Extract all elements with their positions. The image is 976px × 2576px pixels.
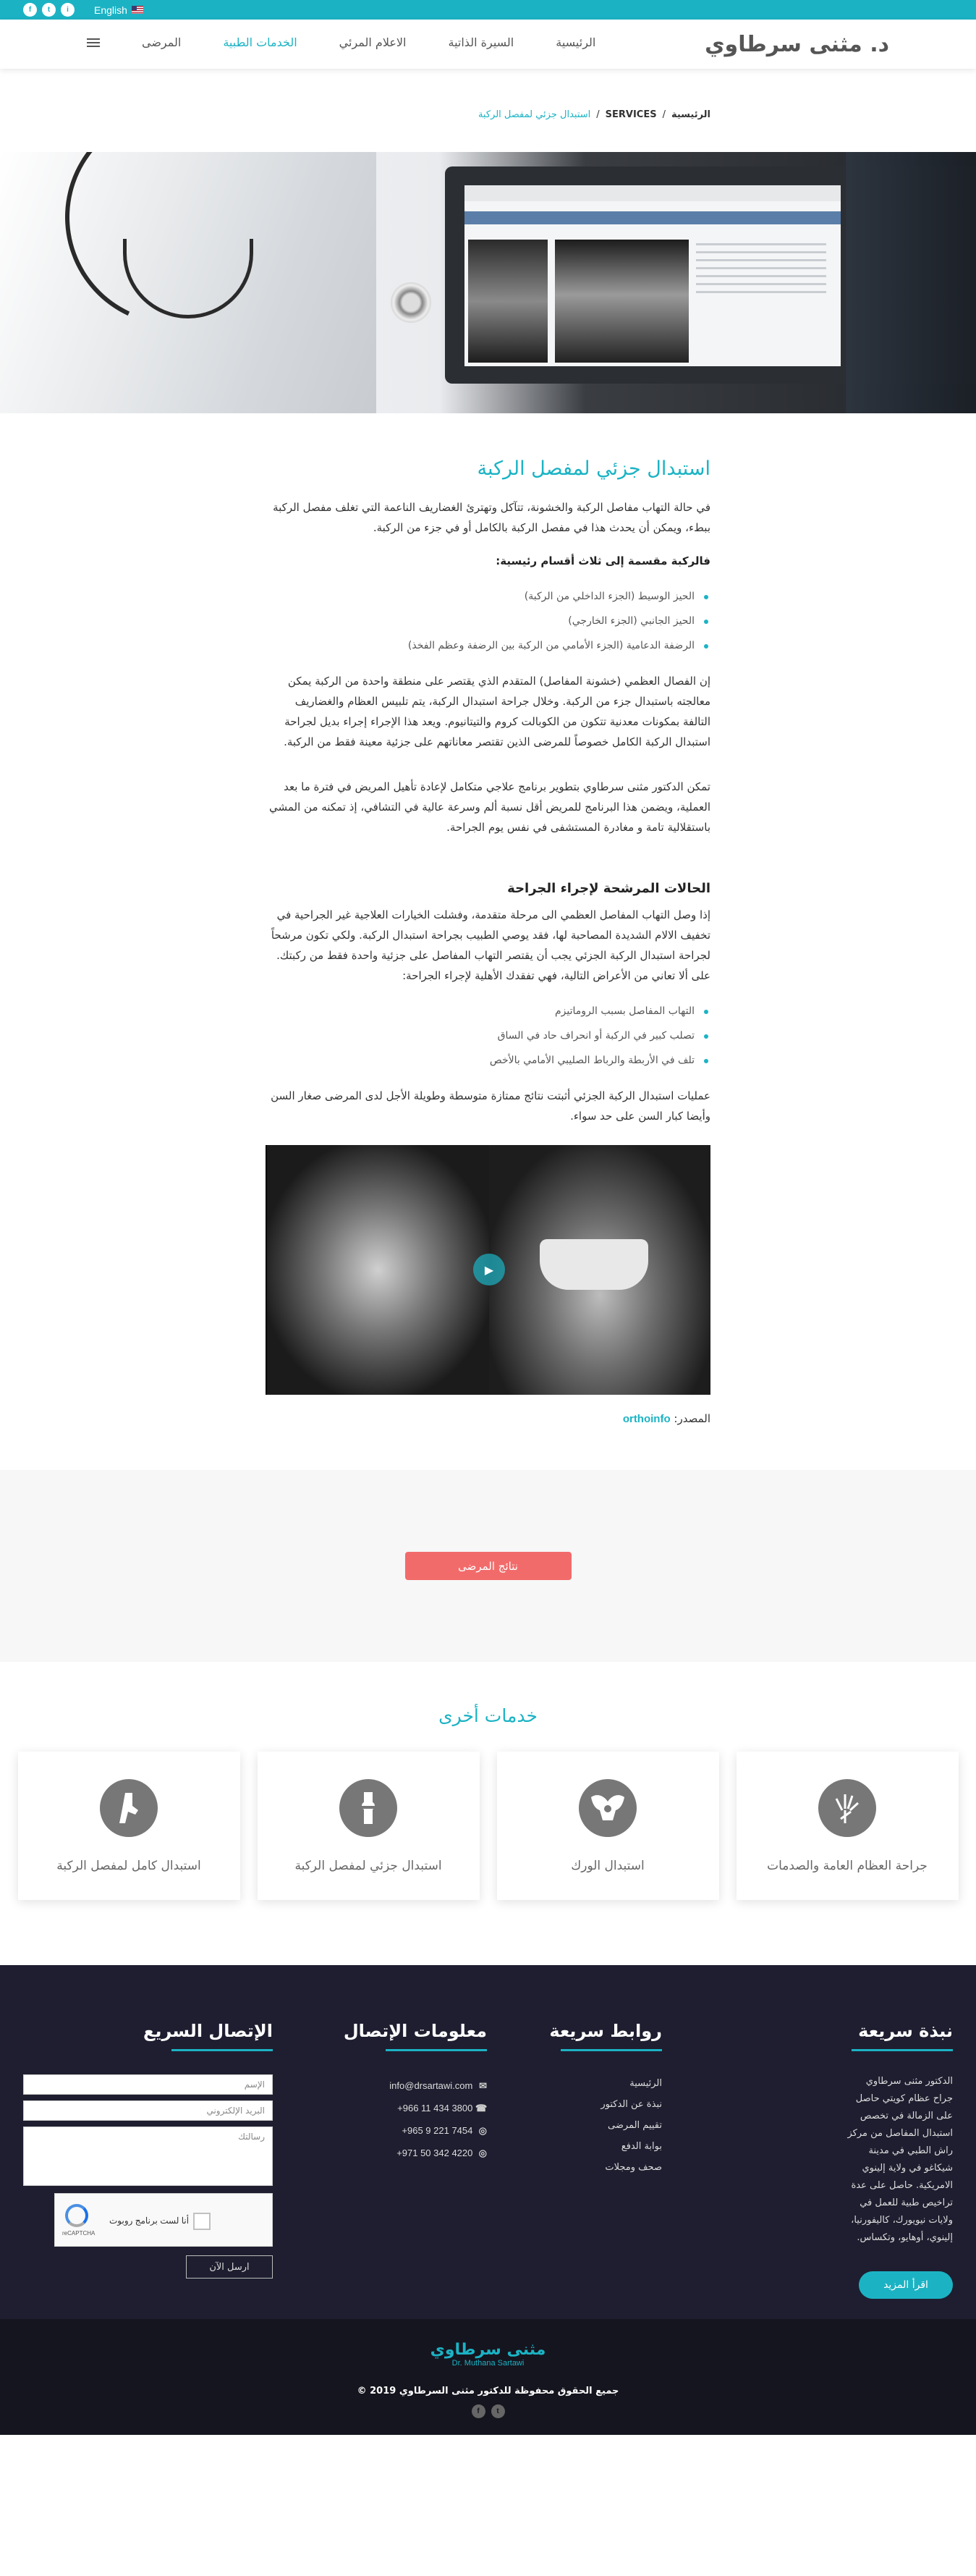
- knee-joint-icon: [339, 1779, 397, 1837]
- message-input[interactable]: رسالتك: [23, 2127, 273, 2186]
- footer-link[interactable]: الرئيسية: [629, 2078, 662, 2089]
- phone-icon: ☎: [475, 2103, 488, 2113]
- card-title: استبدال كامل لمفصل الركبة: [56, 1858, 201, 1873]
- contact-whatsapp[interactable]: +965 9 221 7454 ◎: [344, 2119, 487, 2142]
- brand-logo[interactable]: د. مثنى سرطاوي: [705, 32, 889, 57]
- contact-email[interactable]: info@drsartawi.com ✉: [344, 2074, 487, 2097]
- list-item: تلف في الأربطة والرباط الصليبي الأمامي بالأخص: [266, 1048, 710, 1073]
- paragraph: عمليات استبدال الركبة الجزئي أثبتت نتائج ممتازة متوسطة وطويلة الأجل لدى المرضى صغار السن وأيضا كبار السن على حد سواء.: [271, 1089, 710, 1123]
- captcha-checkbox[interactable]: [193, 2213, 211, 2230]
- instagram-icon[interactable]: i: [61, 3, 75, 17]
- video-player[interactable]: [266, 1145, 710, 1395]
- knee-parts-list: [266, 584, 710, 658]
- service-card-partial-knee[interactable]: [258, 1752, 480, 1900]
- copyright: جميع الحقوق محفوظة للدكتور مثنى السرطاوي 2019 ©: [357, 2386, 619, 2396]
- page-title: استبدال جزئي لمفصل الركبة: [477, 457, 710, 480]
- card-title: جراحة العظام العامة والصدمات: [767, 1858, 928, 1873]
- stethoscope-bell-image: [391, 282, 431, 323]
- nav-media[interactable]: الاعلام المرئي: [339, 35, 407, 49]
- whatsapp-icon: ◎: [478, 2125, 487, 2136]
- footer-link[interactable]: بوابة الدفع: [621, 2141, 662, 2152]
- footer-links-title: روابط سريعة: [549, 2021, 662, 2051]
- breadcrumb-separator: /: [662, 109, 666, 120]
- breadcrumb-separator: /: [596, 109, 600, 120]
- nav-patients[interactable]: المرضى: [142, 35, 182, 49]
- recaptcha-icon: [65, 2204, 88, 2227]
- footer-about-title: نبذة سريعة: [844, 2021, 953, 2051]
- pelvis-icon: [579, 1779, 637, 1837]
- facebook-icon[interactable]: f: [23, 3, 37, 17]
- contact-whatsapp[interactable]: +971 50 342 4220 ◎: [344, 2142, 487, 2164]
- footer-contact: [344, 2021, 487, 2164]
- section-heading: الحالات المرشحة لإجراء الجراحة: [507, 881, 710, 896]
- xray-implant-image: [489, 1145, 711, 1395]
- play-icon[interactable]: ▶: [473, 1254, 505, 1285]
- patient-results-button[interactable]: نتائج المرضى: [405, 1552, 572, 1580]
- footer-link[interactable]: تقييم المرضى: [608, 2120, 662, 2131]
- card-title: استبدال الورك: [571, 1858, 645, 1873]
- recaptcha-label: reCAPTCHA: [62, 2230, 96, 2237]
- envelope-icon: ✉: [479, 2080, 487, 2091]
- contact-phone[interactable]: +966 11 434 3800 ☎: [344, 2097, 487, 2119]
- footer-link[interactable]: صحف ومجلات: [605, 2162, 662, 2173]
- recaptcha-widget: [54, 2193, 273, 2247]
- nav-cv[interactable]: السيرة الذاتية: [448, 35, 514, 49]
- twitter-icon[interactable]: t: [42, 3, 56, 17]
- email-input[interactable]: البريد الإلكتروني: [23, 2100, 273, 2121]
- list-item: تصلب كبير في الركبة أو انحراف حاد في الساق: [266, 1023, 710, 1048]
- quick-contact-title: الإتصال السريع: [23, 2021, 273, 2051]
- main-nav: [87, 35, 595, 49]
- footer-contact-title: معلومات الإتصال: [344, 2021, 487, 2051]
- knee-icon: [100, 1779, 158, 1837]
- whatsapp-icon: ◎: [478, 2148, 487, 2158]
- facebook-icon[interactable]: f: [472, 2404, 485, 2418]
- card-title: استبدال جزئي لمفصل الركبة: [294, 1858, 442, 1873]
- hero-image: [0, 152, 976, 413]
- language-switch[interactable]: [94, 4, 143, 16]
- list-item: التهاب المفاصل بسبب الروماتيزم: [266, 999, 710, 1023]
- monitor-screen-image: [464, 185, 841, 366]
- footer-link[interactable]: نبذة عن الدكتور: [601, 2099, 662, 2110]
- service-card-total-knee[interactable]: [18, 1752, 240, 1900]
- twitter-icon[interactable]: t: [491, 2404, 505, 2418]
- footer-quick-contact: [23, 2021, 273, 2279]
- read-more-button[interactable]: اقرأ المزيد: [859, 2271, 953, 2299]
- nav-home[interactable]: الرئيسية: [556, 35, 596, 49]
- other-services-title: خدمات أخرى: [438, 1705, 538, 1726]
- breadcrumb-current: استبدال جزئي لمفصل الركبة: [478, 109, 591, 120]
- name-input[interactable]: الإسم: [23, 2074, 273, 2095]
- menu-icon[interactable]: [87, 38, 100, 47]
- xray-knee-image: [266, 1145, 489, 1395]
- footer-bottom: [0, 2319, 976, 2435]
- paragraph: تمكن الدكتور مثنى سرطاوي بتطوير برنامج علاجي متكامل لإعادة تأهيل المريض في فترة ما بعد العملية، ويضمن هذا البرنامج للمريض أقل نسبة ألم وسرعة عالية في التشافي، إذ تمكنه من المشي باستقلالية تامة و مغادرة المستشفى في نفس يوم الجراحة.: [268, 780, 710, 834]
- navbar: [0, 20, 976, 69]
- paragraph: في حالة التهاب مفاصل الركبة والخشونة، تتآكل وتهترئ الغضاريف الناعمة التي تغلف مفصل الركبة ببطء، ويمكن أن يحدث هذا في مفصل الركبة بالكامل أو في جزء من الركبة.: [273, 501, 710, 534]
- paragraph: إذا وصل التهاب المفاصل العظمي الى مرحلة متقدمة، وفشلت الخيارات العلاجية غير الجراحية في تخفيف الالام الشديدة المصاحبة لها، فقد يوصي الطبيب بجراحة استبدال الركبة. ولكي تكون مرشحاً لجراحة استبدال الركبة الجزئي يجب أن يقتصر التهاب المفاصل على جزئية واحدة فقط من ركبتك. على ألا تعاني من الأعراض التالية، فهي تفقدك الأهلية لإجراء الجراحة:: [271, 908, 710, 982]
- other-services: [0, 1662, 976, 1965]
- send-button[interactable]: ارسل الآن: [186, 2255, 273, 2279]
- footer-about: [844, 2021, 953, 2299]
- source: [266, 1412, 710, 1425]
- person-image: [846, 152, 976, 413]
- breadcrumb: [0, 109, 710, 120]
- top-bar: [0, 0, 976, 20]
- footer-links: [549, 2021, 662, 2178]
- footer: [0, 1965, 976, 2319]
- source-link[interactable]: orthoinfo: [622, 1413, 671, 1425]
- article: [266, 457, 710, 1425]
- nav-services[interactable]: الخدمات الطبية: [223, 35, 297, 49]
- footer-logo[interactable]: مثنى سرطاوي Dr. Muthana Sartawi: [430, 2341, 546, 2368]
- list-item: الرضفة الدعامية (الجزء الأمامي من الركبة بين الرضفة وعظم الفخذ): [266, 633, 710, 658]
- breadcrumb-section[interactable]: SERVICES: [605, 109, 657, 120]
- paragraph: إن الفصال العظمي (خشونة المفاصل) المتقدم الذي يقتصر على منطقة واحدة من الركبة يمكن معالجته باستبدال جزء من الركبة. وخلال جراحة استبدال الركبة، يتم تلبيس العظام والغضاريف التالفة بمكونات معدنية تتكون من الكوبالت كروم والتيتانيوم. ويعد هذا الإجراء إجراء بديل لجراحة استبدال الركبة الكامل خصوصاً للمرضى الذين تقتصر معاناتهم على جزئية معينة فقط من الركبة.: [284, 675, 710, 748]
- service-card-general-ortho[interactable]: [737, 1752, 959, 1900]
- us-flag-icon: [132, 6, 143, 14]
- service-card-hip[interactable]: [497, 1752, 719, 1900]
- captcha-label: أنا لست برنامج روبوت: [109, 2216, 190, 2226]
- language-label[interactable]: English: [94, 4, 127, 16]
- hand-bones-icon: [818, 1779, 876, 1837]
- source-label: المصدر:: [674, 1412, 710, 1425]
- paragraph: فالركبة مقسمة إلى ثلاث أقسام رئيسية:: [496, 554, 710, 567]
- footer-about-text: الدكتور مثنى سرطاوي جراح عظام كويتي حاصل على الزمالة في تخصص استبدال المفاصل من مركز راش الطبي في مدينة شيكاغو في ولاية إلينوي الامريكية. حاصل على عدة تراخيص طبية للعمل في ولايات نيويورك، كاليفورنيا، إلينوي، أوهايو، وتكساس.: [847, 2076, 953, 2243]
- list-item: الحيز الوسيط (الجزء الداخلي من الركبة): [266, 584, 710, 609]
- breadcrumb-home[interactable]: الرئيسية: [671, 109, 710, 120]
- contraindications-list: [266, 999, 710, 1073]
- list-item: الحيز الجانبي (الجزء الخارجي): [266, 609, 710, 633]
- results-section: [0, 1470, 976, 1662]
